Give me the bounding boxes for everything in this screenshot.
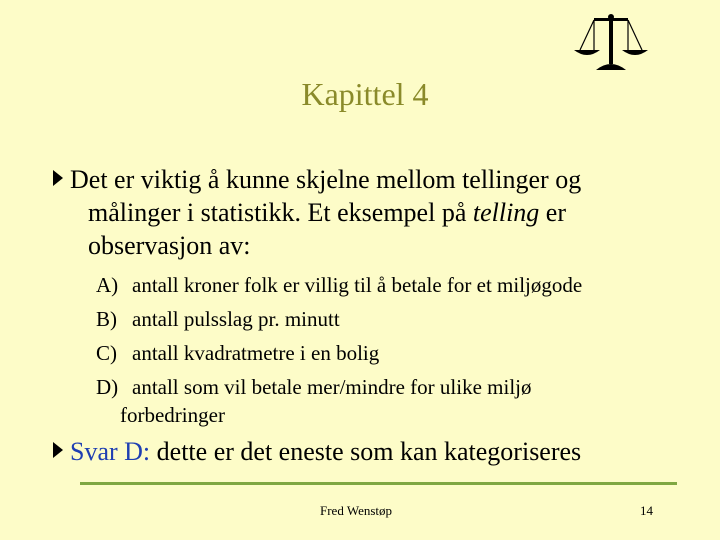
scales-of-justice-icon xyxy=(570,12,652,74)
bullet-question xyxy=(70,163,670,262)
option-text: antall kroner folk er villig til å betale for et miljøgode xyxy=(132,273,583,297)
list-item xyxy=(96,302,582,336)
option-letter: B) xyxy=(96,307,117,331)
footer-divider xyxy=(80,482,677,485)
emphasis-text: telling xyxy=(472,198,540,227)
bullet-arrow-icon xyxy=(53,170,63,186)
bullet-text: målinger i statistikk. Et eksempel på xyxy=(88,198,467,227)
option-letter: C) xyxy=(96,341,117,365)
list-item xyxy=(96,268,582,302)
answer-text: dette er det eneste som kan kategoriseres xyxy=(156,437,582,466)
option-letter: A) xyxy=(96,273,119,297)
bullet-text: er xyxy=(545,198,566,227)
page-number: 14 xyxy=(640,503,653,518)
option-text: antall som vil betale mer/mindre for ulike miljø xyxy=(132,375,532,399)
footer-author: Fred Wenstøp xyxy=(320,503,393,518)
slide-title: Kapittel 4 xyxy=(301,76,429,112)
option-text: antall pulsslag pr. minutt xyxy=(132,307,340,331)
list-item xyxy=(96,336,582,370)
bullet-line: Det er viktig å kunne skjelne mellom tellinger og xyxy=(70,165,582,194)
bullet-line: observasjon av: xyxy=(88,231,251,260)
options-list xyxy=(96,268,582,432)
option-continuation: forbedringer xyxy=(120,403,225,427)
answer-key: Svar D: xyxy=(70,437,151,466)
option-letter: D) xyxy=(96,375,119,399)
bullet-arrow-icon xyxy=(53,442,63,458)
bullet-line xyxy=(70,196,670,229)
option-text: antall kvadratmetre i en bolig xyxy=(132,341,380,365)
bullet-answer xyxy=(70,435,690,468)
